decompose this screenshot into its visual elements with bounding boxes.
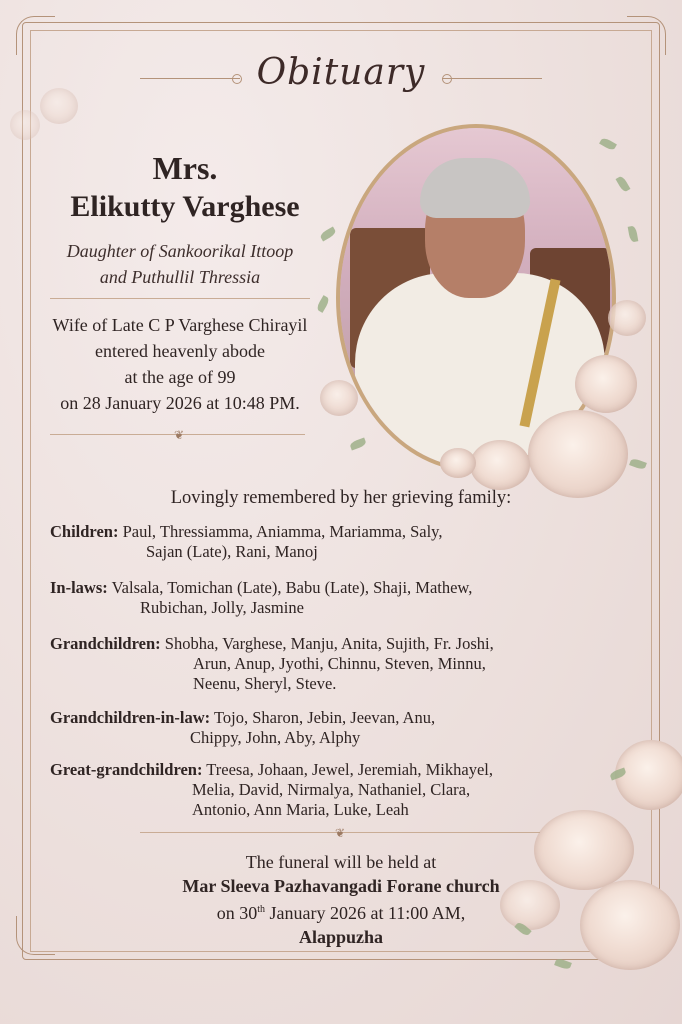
great-grandchildren-list <box>50 760 610 820</box>
grandchildren-in-law-list <box>50 708 610 748</box>
great-grandchildren-names: Antonio, Ann Maria, Luke, Leah <box>192 800 409 819</box>
death-line: entered heavenly abode <box>95 341 265 361</box>
great-grandchildren-label: Great-grandchildren: <box>50 760 203 779</box>
rose-flower-icon <box>10 110 40 140</box>
funeral-date <box>0 898 682 925</box>
inlaws-names: Valsala, Tomichan (Late), Babu (Late), Shaji, Mathew, <box>111 578 473 597</box>
grandchildren-in-law-names: Tojo, Sharon, Jebin, Jeevan, Anu, <box>213 708 436 727</box>
corner-ornament-icon <box>16 16 55 55</box>
deceased-name: Elikutty Varghese <box>70 190 300 223</box>
parentage-line: Daughter of Sankoorikal Ittoop <box>66 241 294 261</box>
funeral-intro: The funeral will be held at <box>245 852 437 872</box>
children-list <box>50 522 610 562</box>
grandchildren-label: Grandchildren: <box>50 634 161 653</box>
grandchildren-in-law-label: Grandchildren-in-law: <box>50 708 211 727</box>
death-date-line: on 28 January 2026 at 10:48 PM. <box>60 393 300 413</box>
grandchildren-names: Arun, Anup, Jyothi, Chinnu, Steven, Minnu, <box>193 654 486 673</box>
rose-flower-icon <box>575 355 637 413</box>
inlaws-names: Rubichan, Jolly, Jasmine <box>140 598 304 617</box>
rose-flower-icon <box>528 410 628 498</box>
grandchildren-list <box>50 634 610 694</box>
name-prefix: Mrs. <box>152 150 218 186</box>
page-title: Obituary <box>256 52 426 93</box>
rose-flower-icon <box>440 448 476 478</box>
funeral-date-sup: th <box>257 904 265 915</box>
age-line: at the age of 99 <box>124 367 236 387</box>
parentage-line: and Puthullil Thressia <box>99 267 261 287</box>
flourish-right-icon <box>442 78 542 79</box>
children-names: Paul, Thressiamma, Aniamma, Mariamma, Saly, <box>122 522 443 541</box>
inlaws-list <box>50 578 610 618</box>
children-label: Children: <box>50 522 119 541</box>
ornament-flourish-icon: ❦ <box>334 826 346 840</box>
great-grandchildren-names: Melia, David, Nirmalya, Nathaniel, Clara, <box>192 780 471 799</box>
family-heading: Lovingly remembered by her grieving family: <box>170 488 512 508</box>
grandchildren-names: Shobha, Varghese, Manju, Anita, Sujith, Fr. Joshi, <box>164 634 494 653</box>
spouse-line: Wife of Late C P Varghese Chirayil <box>52 315 308 335</box>
rose-flower-icon <box>320 380 358 416</box>
rose-flower-icon <box>608 300 646 336</box>
divider <box>50 298 310 299</box>
title-row <box>0 52 682 102</box>
funeral-place: Alappuzha <box>298 927 384 947</box>
parentage <box>30 238 330 290</box>
death-details <box>30 312 330 416</box>
funeral-date-prefix: on 30 <box>216 903 258 923</box>
ornament-flourish-icon: ❦ <box>173 428 185 442</box>
children-names: Sajan (Late), Rani, Manoj <box>146 542 318 561</box>
funeral-details <box>0 850 682 949</box>
great-grandchildren-names: Treesa, Johaan, Jewel, Jeremiah, Mikhayel, <box>206 760 493 779</box>
funeral-date-suffix: January 2026 at 11:00 AM, <box>264 903 466 923</box>
rose-flower-icon <box>615 740 682 810</box>
rose-flower-icon <box>470 440 530 490</box>
grandchildren-names: Neenu, Sheryl, Steve. <box>193 674 337 693</box>
church-name: Mar Sleeva Pazhavangadi Forane church <box>182 876 500 896</box>
corner-ornament-icon <box>627 16 666 55</box>
grandchildren-in-law-names: Chippy, John, Aby, Alphy <box>190 728 361 747</box>
flourish-dot-icon <box>442 74 452 84</box>
inlaws-label: In-laws: <box>50 578 108 597</box>
